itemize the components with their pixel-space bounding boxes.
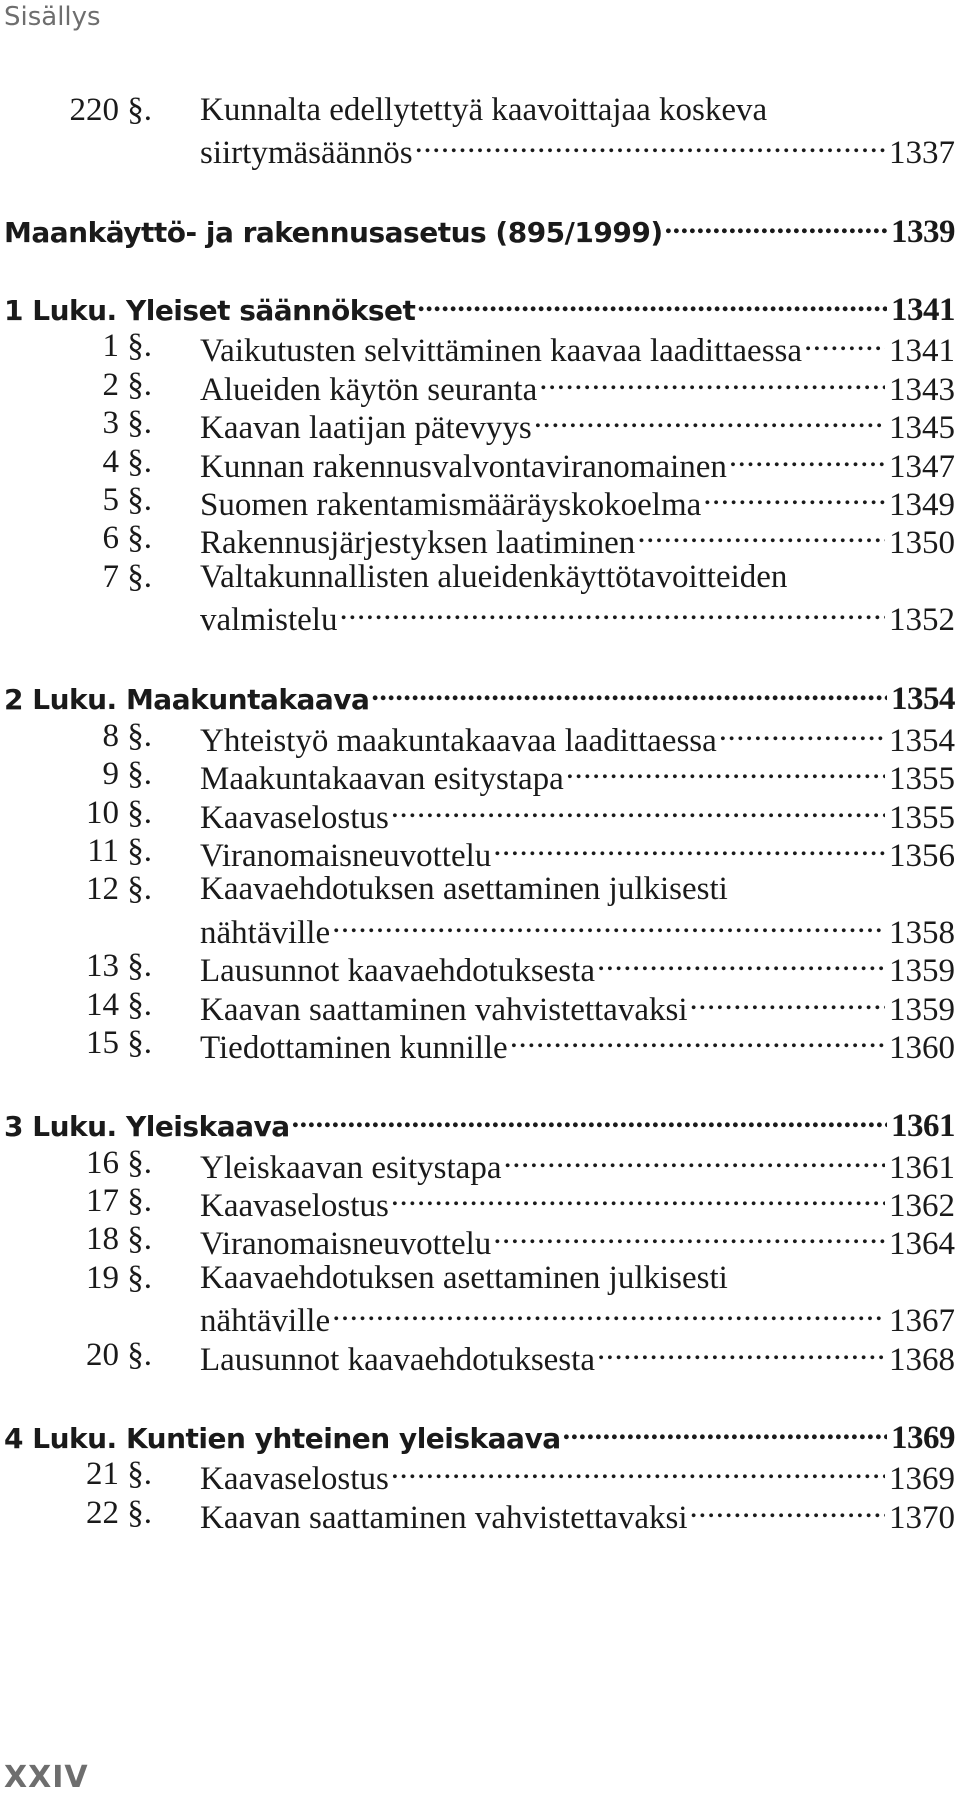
page-ref: 1356 [889, 838, 955, 874]
toc-item-line [200, 1495, 955, 1537]
section-number: 16 §. [86, 1145, 152, 1181]
dot-leader [493, 1221, 885, 1254]
dot-leader [566, 756, 885, 789]
dot-leader [332, 1298, 885, 1331]
page-ref: 1339 [891, 214, 955, 250]
section-title: Maakuntakaavan esitystapa [200, 761, 564, 797]
section-number: 17 §. [86, 1183, 152, 1219]
section-number: 9 §. [102, 756, 152, 792]
dot-leader [493, 833, 885, 866]
toc-item-line [200, 1145, 955, 1187]
toc-heading-line [4, 679, 955, 718]
section-title: Vaikutusten selvittäminen kaavaa laadittaessa [200, 333, 803, 369]
dot-leader [597, 948, 885, 981]
dot-leader [503, 1145, 885, 1178]
toc-heading-line [4, 212, 955, 251]
toc-item-line [200, 520, 955, 562]
page-ref: 1369 [889, 1461, 955, 1497]
section-number: 19 §. [86, 1260, 152, 1296]
page-ref: 1355 [889, 761, 955, 797]
page-ref: 1341 [889, 333, 955, 369]
section-title: valmistelu [200, 602, 338, 638]
page-ref: 1368 [889, 1342, 955, 1378]
toc-item-line [200, 871, 955, 908]
page-ref: 1349 [889, 487, 955, 523]
section-number: 7 §. [102, 559, 152, 595]
toc-item-line [200, 948, 955, 990]
toc-item-line [200, 1221, 955, 1263]
page-ref: 1359 [889, 953, 955, 989]
toc-item-line [200, 367, 955, 409]
running-header: Sisällys [4, 2, 101, 32]
toc-item-line [200, 328, 955, 370]
chapter-title: 4 Luku. Kuntien yhteinen yleiskaava [4, 1422, 561, 1455]
page-ref: 1341 [891, 292, 955, 328]
section-title: Valtakunnallisten alueidenkäyttötavoitteiden [200, 559, 788, 595]
toc-item-line [200, 756, 955, 798]
chapter-title: 3 Luku. Yleiskaava [4, 1110, 290, 1143]
section-title: Kaavaselostus [200, 1461, 389, 1497]
dot-leader [637, 520, 885, 553]
toc-item-line [200, 482, 955, 524]
section-number: 13 §. [86, 948, 152, 984]
section-number: 6 §. [102, 520, 152, 556]
page-ref: 1367 [889, 1303, 955, 1339]
dot-leader [703, 482, 885, 515]
section-number: 12 §. [86, 871, 152, 907]
toc-item-line [200, 833, 955, 875]
dot-leader [534, 405, 885, 438]
section-number: 8 §. [102, 718, 152, 754]
dot-leader [371, 679, 887, 709]
page-ref: 1362 [889, 1188, 955, 1224]
dot-leader [597, 1337, 885, 1370]
toc-item-line [200, 910, 955, 952]
page-number: XXIV [4, 1760, 89, 1795]
toc-item-line [200, 444, 955, 486]
section-title: Yleiskaavan esitystapa [200, 1150, 502, 1186]
dot-leader [391, 1183, 885, 1216]
section-title: Kaavaehdotuksen asettaminen julkisesti [200, 1260, 728, 1296]
section-title: nähtäville [200, 915, 331, 951]
chapter-title: Maankäyttö- ja rakennusasetus (895/1999) [4, 216, 663, 249]
page-ref: 1370 [889, 1500, 955, 1536]
section-title: siirtymäsäännös [200, 135, 413, 171]
dot-leader [690, 1495, 886, 1528]
section-title: Suomen rakentamismääräyskokoelma [200, 487, 702, 523]
section-title: Kaavaselostus [200, 800, 389, 836]
toc-item-line [200, 1456, 955, 1498]
toc-heading-line [4, 1418, 955, 1457]
section-title: Kaavan laatijan pätevyys [200, 410, 532, 446]
section-number: 2 §. [102, 367, 152, 403]
section-number: 11 §. [87, 833, 152, 869]
page-ref: 1360 [889, 1030, 955, 1066]
section-title: Kaavaselostus [200, 1188, 389, 1224]
section-number: 1 §. [102, 328, 152, 364]
dot-leader [563, 1418, 887, 1448]
page-ref: 1352 [889, 602, 955, 638]
dot-leader [719, 718, 885, 751]
section-number: 10 §. [86, 795, 152, 831]
section-title: Kaavan saattaminen vahvistettavaksi [200, 1500, 688, 1536]
section-title: Viranomaisneuvottelu [200, 838, 492, 874]
toc-item-line [200, 795, 955, 837]
dot-leader [292, 1106, 887, 1136]
chapter-title: 1 Luku. Yleiset säännökset [4, 294, 416, 327]
page-ref: 1345 [889, 410, 955, 446]
section-number: 21 §. [86, 1456, 152, 1492]
section-title: Rakennusjärjestyksen laatiminen [200, 525, 636, 561]
page-ref: 1364 [889, 1226, 955, 1262]
toc-item-line [200, 718, 955, 760]
toc-item-line [200, 1183, 955, 1225]
page-ref: 1359 [889, 992, 955, 1028]
section-title: Kaavan saattaminen vahvistettavaksi [200, 992, 688, 1028]
dot-leader [690, 987, 886, 1020]
section-number: 4 §. [102, 444, 152, 480]
dot-leader [510, 1025, 885, 1058]
section-title: nähtäville [200, 1303, 331, 1339]
toc-item-line [200, 1025, 955, 1067]
dot-leader [804, 328, 885, 361]
section-title: Lausunnot kaavaehdotuksesta [200, 1342, 595, 1378]
page-ref: 1354 [891, 681, 955, 717]
chapter-title: 2 Luku. Maakuntakaava [4, 683, 370, 716]
dot-leader [332, 910, 885, 943]
section-title: Tiedottaminen kunnille [200, 1030, 508, 1066]
toc-item-line [200, 597, 955, 639]
section-title: Yhteistyö maakuntakaavaa laadittaessa [200, 723, 717, 759]
section-title: Lausunnot kaavaehdotuksesta [200, 953, 595, 989]
page-ref: 1337 [889, 135, 955, 171]
page-ref: 1358 [889, 915, 955, 951]
dot-leader [539, 367, 885, 400]
dot-leader [391, 1456, 885, 1489]
section-number: 22 §. [86, 1495, 152, 1531]
toc-item-line [200, 405, 955, 447]
section-number: 3 §. [102, 405, 152, 441]
page-ref: 1361 [891, 1108, 955, 1144]
page-ref: 1369 [891, 1420, 955, 1456]
dot-leader [391, 795, 885, 828]
toc-heading-line [4, 290, 955, 329]
page-ref: 1361 [889, 1150, 955, 1186]
toc-heading-line [4, 1106, 955, 1145]
section-title: Kaavaehdotuksen asettaminen julkisesti [200, 871, 728, 907]
dot-leader [729, 444, 885, 477]
page-ref: 1347 [889, 449, 955, 485]
section-number: 14 §. [86, 987, 152, 1023]
section-number: 18 §. [86, 1221, 152, 1257]
toc-item-line [200, 987, 955, 1029]
dot-leader [339, 597, 885, 630]
section-title: Kunnan rakennusvalvontaviranomainen [200, 449, 727, 485]
dot-leader [417, 290, 887, 320]
page-ref: 1350 [889, 525, 955, 561]
dot-leader [415, 130, 885, 163]
toc-item-line [200, 130, 955, 172]
dot-leader [665, 212, 887, 242]
page-ref: 1343 [889, 372, 955, 408]
page-ref: 1354 [889, 723, 955, 759]
page-ref: 1355 [889, 800, 955, 836]
section-number: 5 §. [102, 482, 152, 518]
section-number: 20 §. [86, 1337, 152, 1373]
section-title: Viranomaisneuvottelu [200, 1226, 492, 1262]
section-number: 15 §. [86, 1025, 152, 1061]
toc-item-line [200, 559, 955, 596]
section-title: Alueiden käytön seuranta [200, 372, 538, 408]
toc-item-line [200, 1260, 955, 1297]
toc-item-line [200, 1337, 955, 1379]
section-number: 220 §. [69, 92, 152, 128]
toc-item-line [200, 92, 955, 129]
section-title: Kunnalta edellytettyä kaavoittajaa koskeva [200, 92, 768, 128]
toc-item-line [200, 1298, 955, 1340]
